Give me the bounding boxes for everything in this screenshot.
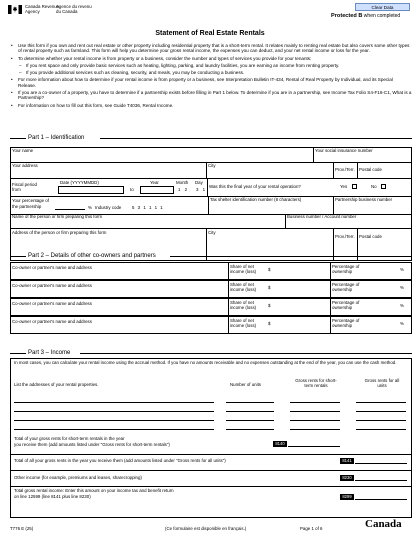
percentage-ownership-field[interactable] xyxy=(372,325,398,331)
total-gross-label-1: Total gross rental income: Enter this amount on your income tax and benefit return xyxy=(14,488,174,493)
co-owner-name-field[interactable] xyxy=(95,289,225,295)
intro-bullet: • To determine whether your rental income is from property or a business, consider the number and types of services you provide for your tenants: xyxy=(10,56,412,61)
part2-title: Part 2 – Details of other co-owners and partners xyxy=(28,253,156,259)
agency-name-en xyxy=(25,5,59,15)
clear-data-button[interactable]: Clear Data xyxy=(355,3,410,11)
agency-en-line1: Canada Revenue xyxy=(25,4,60,9)
line-code-8140: 8140 xyxy=(273,441,287,447)
protected-b-label xyxy=(331,13,400,20)
units-field[interactable] xyxy=(226,415,274,421)
final-year-no-checkbox[interactable] xyxy=(381,184,386,189)
percentage-label: Your percentage of xyxy=(12,198,49,203)
part3-intro: In most cases, you can calculate your rental income using the accrual method. If you have no amounts receivable and no expenses outstanding at the end of the year, you can use the cash method. xyxy=(14,360,397,365)
partnership-label: the partnership xyxy=(12,204,42,209)
co-owner-name-field[interactable] xyxy=(95,271,225,277)
dollar-sign: $ xyxy=(268,267,271,272)
agency-fr-line1: Agence du revenu xyxy=(56,4,92,9)
col-divider xyxy=(285,214,286,228)
col-divider xyxy=(228,298,229,316)
other-income-label: Other income (for example, premiums and leases, sharecropping) xyxy=(14,475,142,480)
share-net-income-field[interactable] xyxy=(273,325,327,331)
co-owner-name-label: Co-owner or partner's name and address xyxy=(12,319,92,324)
co-owner-name-field[interactable] xyxy=(95,307,225,313)
tax-shelter-field[interactable] xyxy=(210,205,330,211)
your-name-label: Your name xyxy=(12,148,34,153)
part3-title: Part 3 – Income xyxy=(28,350,71,356)
no-label: No xyxy=(371,184,377,189)
col-divider xyxy=(207,178,208,196)
intro-sub-bullet: – If you provide additional services such as cleaning, security, and meals, you may be conducting a business. xyxy=(10,70,412,75)
units-field[interactable] xyxy=(226,397,274,403)
list-addresses-label: List the addresses of your rental properties. xyxy=(14,382,99,387)
short-term-rents-field[interactable] xyxy=(290,406,340,412)
percent-sign: % xyxy=(400,321,404,326)
percent-sign: % xyxy=(400,303,404,308)
col-divider xyxy=(333,162,334,178)
share-net-income-field[interactable] xyxy=(273,289,327,295)
fiscal-period-label: Fiscal period xyxy=(12,182,37,187)
property-address-field[interactable] xyxy=(14,397,214,403)
share-net-income-label: Share of net income (loss) xyxy=(230,318,257,328)
day-label: Day xyxy=(195,180,203,185)
part2-rule-right xyxy=(170,256,412,257)
final-year-question: Was this the final year of your rental operation? xyxy=(209,184,301,189)
canada-wordmark: Canada xyxy=(365,518,402,530)
part2-rule-left xyxy=(10,256,26,257)
partnership-bn-label: Partnership business number xyxy=(335,197,393,202)
total-gross-field[interactable] xyxy=(355,494,407,500)
percentage-ownership-label: Percentage of ownership xyxy=(332,282,360,292)
dollar-sign: $ xyxy=(268,285,271,290)
intro-bullet: • For more information about how to determine if your rental income is from property or a business, see Interpretation Bulletin IT-434, Rental of Real Property by Individual, and its Special Release. xyxy=(10,77,412,88)
part1-title: Part 1 – Identification xyxy=(28,135,85,141)
percent-sign: % xyxy=(400,267,404,272)
intro-list xyxy=(10,43,412,110)
prov-terr2-label: Prov./Terr. xyxy=(335,234,355,239)
percentage-ownership-field[interactable] xyxy=(372,289,398,295)
month-label: Month xyxy=(176,180,189,185)
percent-sign: % xyxy=(88,205,92,210)
total-short-term-label-1: Total of your gross rents for short-term rentals in the year xyxy=(14,436,125,441)
line-code-8299: 8299 xyxy=(340,494,354,500)
short-term-rents-field[interactable] xyxy=(290,424,340,430)
co-owner-name-label: Co-owner or partner's name and address xyxy=(12,283,92,288)
col-divider xyxy=(330,280,331,298)
dollar-sign: $ xyxy=(268,321,271,326)
co-owner-name-field[interactable] xyxy=(95,325,225,331)
part1-rule-left xyxy=(10,138,26,139)
yes-label: Yes xyxy=(340,184,348,189)
other-income-field[interactable] xyxy=(355,475,407,481)
part3-rule-right xyxy=(80,353,412,354)
row-divider xyxy=(10,454,412,455)
col-divider xyxy=(333,196,334,214)
units-field[interactable] xyxy=(226,424,274,430)
total-short-term-field[interactable] xyxy=(288,441,340,447)
tax-shelter-label: Tax shelter identification number (8 characters) xyxy=(210,197,302,202)
row-divider xyxy=(10,486,412,487)
col-divider xyxy=(313,147,314,162)
industry-code-digits: 5 3 1 1 1 1 xyxy=(132,205,164,210)
col-divider xyxy=(206,162,207,178)
share-net-income-label: Share of net income (loss) xyxy=(230,282,257,292)
agency-name-fr xyxy=(56,5,92,15)
percentage-ownership-field[interactable] xyxy=(372,271,398,277)
short-term-rents-field[interactable] xyxy=(290,415,340,421)
share-net-income-label: Share of net income (loss) xyxy=(230,264,257,274)
canada-flag-icon xyxy=(8,5,22,14)
percentage-ownership-label: Percentage of ownership xyxy=(332,264,360,274)
business-number-label: Business number / Account number xyxy=(287,214,357,219)
date-format-label: Date (YYYYMMDD) xyxy=(60,180,99,185)
col-divider xyxy=(330,316,331,334)
all-rents-field[interactable] xyxy=(356,397,406,403)
co-owner-name-label: Co-owner or partner's name and address xyxy=(12,265,92,270)
share-net-income-field[interactable] xyxy=(273,271,327,277)
fiscal-from-field[interactable] xyxy=(58,186,124,194)
intro-bullet: • If you are a co-owner of a property, you have to determine if a partnership exists before filling in Part 1 below. To determine if you are in a partnership, see Income Tax Folio S4-F16-C1, What is a Partnership? xyxy=(10,90,412,101)
col-divider xyxy=(330,298,331,316)
city2-label: City xyxy=(208,230,216,235)
all-rents-field[interactable] xyxy=(356,424,406,430)
col-divider xyxy=(330,262,331,280)
fiscal-from-label: from xyxy=(12,187,21,192)
units-column-header: Number of units xyxy=(230,382,261,387)
agency-en-line2: Agency xyxy=(25,8,40,14)
percentage-ownership-field[interactable] xyxy=(372,307,398,313)
sin-field[interactable] xyxy=(315,154,410,160)
fiscal-to-year-field[interactable] xyxy=(140,186,174,194)
all-units-column-header: Gross rents for all units xyxy=(364,378,400,388)
row-divider xyxy=(10,178,412,179)
form-id: T776 E (25) xyxy=(10,526,34,531)
your-address-label: Your address xyxy=(12,163,38,168)
total-all-field[interactable] xyxy=(355,458,407,464)
col-divider xyxy=(228,280,229,298)
french-note: (Ce formulaire est disponible en français.) xyxy=(165,526,247,531)
row-divider xyxy=(10,470,412,471)
preparer-address-label: Address of the person or firm preparing this form xyxy=(12,230,107,235)
units-field[interactable] xyxy=(226,406,274,412)
month-digits: 1 2 xyxy=(178,187,189,192)
dollar-sign: $ xyxy=(268,303,271,308)
postal-code-label: Postal code xyxy=(359,167,382,172)
preparer-name-label: Name of the person or firm preparing this form xyxy=(12,214,103,219)
form-title: Statement of Real Estate Rentals xyxy=(155,30,265,37)
intro-sub-bullet: – If you rent space and only provide basic services such as heating, lighting, parking, and laundry facilities, you are earning an income from renting property. xyxy=(10,63,412,68)
short-term-rents-field[interactable] xyxy=(290,397,340,403)
fiscal-to-label: to xyxy=(130,187,134,192)
row-divider xyxy=(10,228,412,229)
protected-b: Protected B xyxy=(331,13,363,19)
intro-bullet: • For information on how to fill out this form, see Guide T4036, Rental Income. xyxy=(10,103,412,108)
line-code-8230: 8230 xyxy=(340,475,354,481)
intro-bullet: • Use this form if you own and rent out real estate or other property including residential property that is a short-term rental. It relates mainly to renting real estate but also covers some other types of rental property such as farmland. This form will help you determine your gross rental income, the expenses you can deduct, and your net rental income or loss for the year. xyxy=(10,43,412,54)
total-short-term-label-2: you receive them (add amounts listed under "Gross rents for short-term rentals") xyxy=(14,442,170,447)
col-divider xyxy=(208,196,209,214)
part1-rule-right xyxy=(100,138,412,139)
col-divider xyxy=(357,162,358,178)
sin-label: Your social insurance number xyxy=(315,148,373,153)
property-address-field[interactable] xyxy=(14,424,214,430)
your-name-field[interactable] xyxy=(12,154,310,160)
page-number: Page 1 of 6 xyxy=(300,526,323,531)
all-rents-field[interactable] xyxy=(356,406,406,412)
prov-terr-label: Prov./Terr. xyxy=(335,167,355,172)
part3-rule-left xyxy=(10,353,26,354)
industry-code-label: Industry code xyxy=(95,205,122,210)
col-divider xyxy=(228,262,229,280)
share-net-income-field[interactable] xyxy=(273,307,327,313)
partnership-percentage-field[interactable] xyxy=(55,204,85,210)
year-label: Year xyxy=(150,180,159,185)
day-digits: 3 1 xyxy=(196,187,207,192)
percentage-ownership-label: Percentage of ownership xyxy=(332,300,360,310)
property-address-field[interactable] xyxy=(14,406,214,412)
city-label: City xyxy=(208,163,216,168)
percentage-ownership-label: Percentage of ownership xyxy=(332,318,360,328)
line-code-8141: 8141 xyxy=(340,458,354,464)
agency-fr-line2: du Canada xyxy=(56,8,78,14)
total-all-label: Total of all your gross rents in the year you receive them (add amounts listed under "Gross rents for all units") xyxy=(14,458,226,463)
all-rents-field[interactable] xyxy=(356,415,406,421)
percent-sign: % xyxy=(400,285,404,290)
share-net-income-label: Share of net income (loss) xyxy=(230,300,257,310)
final-year-yes-checkbox[interactable] xyxy=(352,184,357,189)
total-gross-label-2: on line 12599 (line 8141 plus line 8230) xyxy=(14,494,91,499)
co-owner-name-label: Co-owner or partner's name and address xyxy=(12,301,92,306)
postal-code2-label: Postal code xyxy=(359,234,382,239)
property-address-field[interactable] xyxy=(14,415,214,421)
col-divider xyxy=(228,316,229,334)
when-completed: when completed xyxy=(363,13,401,19)
short-term-column-header: Gross rents for short-term rentals xyxy=(295,378,337,388)
